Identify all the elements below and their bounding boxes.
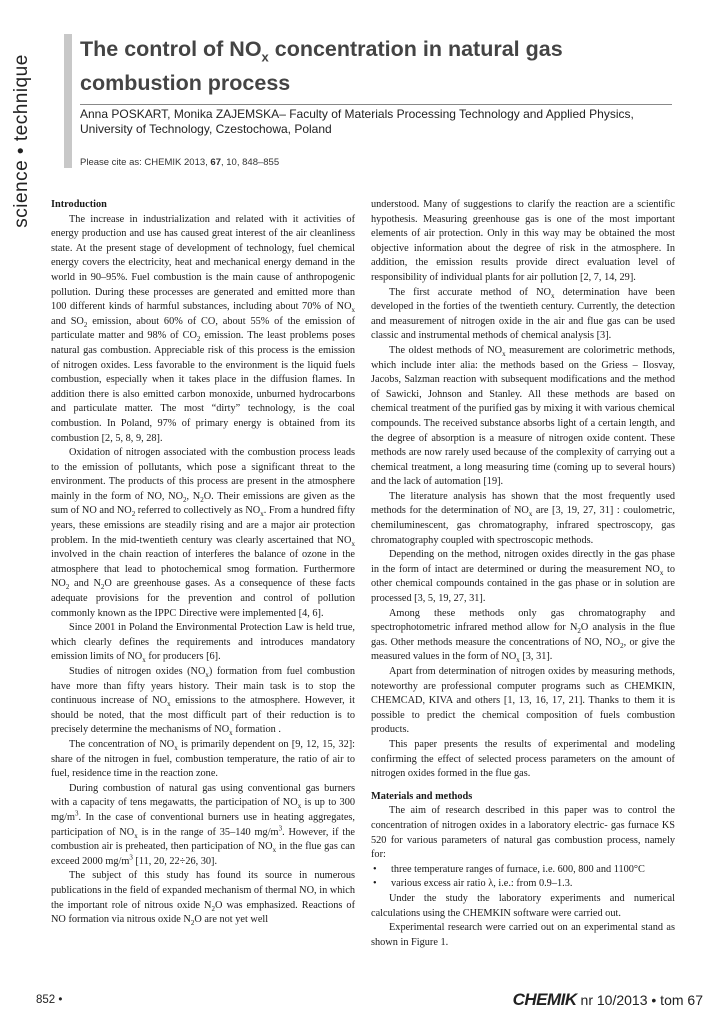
- paragraph: This paper presents the results of experimental and modeling confirming the effect of selected process parameters on the amount of nitrogen oxides formed in the flue gas.: [371, 738, 675, 780]
- page-number: 852 •: [36, 994, 63, 1006]
- paragraph: Oxidation of nitrogen associated with the combustion process leads to the emission of pollutants, which pose a significant threat to the environment. The products of this process are present in the atmosphere mainly in the form of NO, $NO_2$, $N_2O$. Their emissions are given as the sum of NO and $NO_2$ referred to collectively as $NO_x$. From a hundred fifty years, these emissions are steadily rising and are a major air protection problem. In the mid-twentieth century was clearly ascertained that $NO_x$ involved in the chain reaction of interferes the balance of ozone in the atmosphere that lead to photochemical smog formation. Furthermore $NO_2$ and $N_2O$ are greenhouse gases. As a consequence of these facts adequate provisions for the prevention and control of pollution commonly known as the IPPC Directive were implemented [4, 6].: [51, 447, 356, 619]
- parameter-list: [371, 863, 675, 892]
- authors-affiliation: Anna POSKART, Monika ZAJEMSKA– Faculty of Materials Processing Technology and Applied Physics, University of Technology, Czestochowa, Poland: [80, 107, 634, 136]
- right-column: [371, 198, 675, 950]
- paragraph: The increase in industrialization and related with it activities of energy production and use has caused great interest of the air cleanliness state. At the present stage of development of technology, fuel chemical energy covers the electricity, heat and mechanical energy demand in the world in 90–95%. Fuel combustion is the main cause of anthropogenic pollution. During these processes are generated and emitted more than 100 different kinds of harmful substances, including about 70% of $NO_x$ and $SO_2$ emission, about 60% of CO, about 55% of the emission of particulate matter and 98% of $CO_2$ emission. The least problems poses natural gas combustion. Appreciable risk of this process is the emission of nitrogen oxides. Less favorable to the environment is the liquid fuels combustion, especially when it takes place in the diffusion flames. In addition there is also emitted carbon monoxide, unburned hydrocarbons and particulate matter. The most “dirty” technology, is the coal combustion. In Poland, 97% of primary energy is obtained from its combustion [2, 5, 8, 9, 28].: [51, 213, 356, 444]
- section-label: science • technique: [11, 54, 32, 228]
- journal-footer: CHEMIK nr 10/2013 • tom 67: [512, 990, 703, 1009]
- list-item: • various excess air ratio λ, i.e.: from 0.9–1.3.: [389, 877, 675, 892]
- paragraph: Apart from determination of nitrogen oxides by measuring methods, noteworthy are professional computer programs such as CHEMKIN, CHEMCAD, KIVA and others [1, 13, 16, 17, 21]. Thanks to them it is possible to predict the chemical composition of fuels combustion products.: [371, 666, 675, 736]
- paragraph: Among these methods only gas chromatography and spectrophotometric infrared method allow for $N_2O$ analysis in the flue gas. Other methods measure the concentrations of NO, $NO_2$, or give the measured values in the form of $NO_x$ [3, 31].: [371, 607, 675, 665]
- title-divider: [80, 104, 672, 105]
- paragraph: The concentration of $NO_x$ is primarily dependent on [9, 12, 15, 32]: share of the nitrogen in fuel, combustion temperature, the ratio of air to fuel, residence time in the reaction zone.: [51, 738, 356, 780]
- paragraph: Studies of nitrogen oxides $(NO_x)$ formation from fuel combustion have more than fifty years history. Their main task is to stop the continuous increase of $NO_x$ emissions to the atmosphere. However, it should be noted, that the most difficult part of their reduction is to precisely determine the mechanisms of $NO_x$ formation .: [51, 666, 356, 738]
- citation-note: Please cite as: CHEMIK 2013, 67, 10, 848–855: [80, 157, 280, 168]
- paragraph: The literature analysis has shown that the most frequently used methods for the determination of $NO_x$ are [3, 19, 27, 31] : coulometric, chemiluminescent, gas chromatography, infrared spectroscopy, gas chromatography coupled with spectroscopic methods.: [371, 490, 675, 546]
- article-title: The control of $NO_x$ concentration in natural gas combustion process: [80, 37, 563, 96]
- paragraph: During combustion of natural gas using conventional gas burners with a capacity of tens megawatts, the participation of $NO_x$ is up to 300 $mg/m^3$. In the case of conventional burners use in heating aggregates, participation of $NO_x$ is in the range of 35–140 $mg/m^3$. However, if the combustion air is preheated, then participation of $NO_x$ in the flue gas can exceed 2000 $mg/m^3$ [11, 20, 22÷26, 30].: [51, 782, 355, 867]
- journal-logo: CHEMIK: [512, 990, 577, 1009]
- paragraph: The first accurate method of $NO_x$ determination have been developed in the forties of the twentieth century. Currently, the detection and measurement of nitrogen oxide in the air and flue gas can be used classic and instrumental methods of chemical analysis [3].: [371, 286, 675, 342]
- title-accent-bar: [64, 34, 72, 168]
- paragraph: understood. Many of suggestions to clarify the reaction are a scientific hypothesis. Measuring greenhouse gas is one of the most important elements of air protection. Only in this way may be obtained the most objective information about the degree of risk in the atmosphere. In addition, the emission results provide direct evaluation level of responsibility of individual plants for air pollution [2, 7, 14, 29].: [371, 199, 675, 283]
- left-column: [51, 198, 355, 928]
- section-heading-introduction: Introduction: [51, 199, 107, 210]
- paragraph: The subject of this study has found its source in numerous publications in the field of expanded mechanism of thermal NO, in which the important role of nitrous oxide $N_2O$ was emphasized. Reactions of NO formation via nitrous oxide $N_2O$ are not yet well: [51, 870, 356, 928]
- section-heading-methods: Materials and methods: [371, 790, 473, 802]
- paragraph: Depending on the method, nitrogen oxides directly in the gas phase in the form of intact are determined or during the measurement $NO_x$ to other chemical compounds contained in the gas phase or in solution are processed [3, 5, 19, 27, 31].: [371, 549, 675, 605]
- paragraph: The oldest methods of $NO_x$ measurement are colorimetric methods, which include inter alia: the methods based on the Griess – Ilosvay, Jacobs, Salzman reaction with subsequent modifications and the method of Sawicki, Johnson and Stanley. All these methods are based on chemical treatment of the purified gas by mixing it with various chemical compounds. The received substance absorbs light of a certain length, and the degree of absorption is a measure of nitrogen oxide content. These methods are now rarely used because of the complexity of carrying out a chemical treatment, a long measuring time (coming up to several hours) and the lack of automation [19].: [371, 344, 676, 488]
- paragraph: Experimental research were carried out on an experimental stand as shown in Figure 1.: [371, 922, 675, 948]
- paragraph: The aim of research described in this paper was to control the concentration of nitrogen oxides in a laboratory electric- gas furnace KS 520 for various parameters of natural gas combustion process, namely for:: [371, 805, 675, 861]
- paragraph: Since 2001 in Poland the Environmental Protection Law is held true, which clearly defines the requirements and introduces mandatory emission limits of $NO_x$ for producers [6].: [51, 622, 355, 665]
- list-item: • three temperature ranges of furnace, i.e. 600, 800 and 1100°C: [389, 863, 675, 878]
- paragraph: Under the study the laboratory experiments and numerical calculations using the CHEMKIN software were carried out.: [371, 892, 675, 919]
